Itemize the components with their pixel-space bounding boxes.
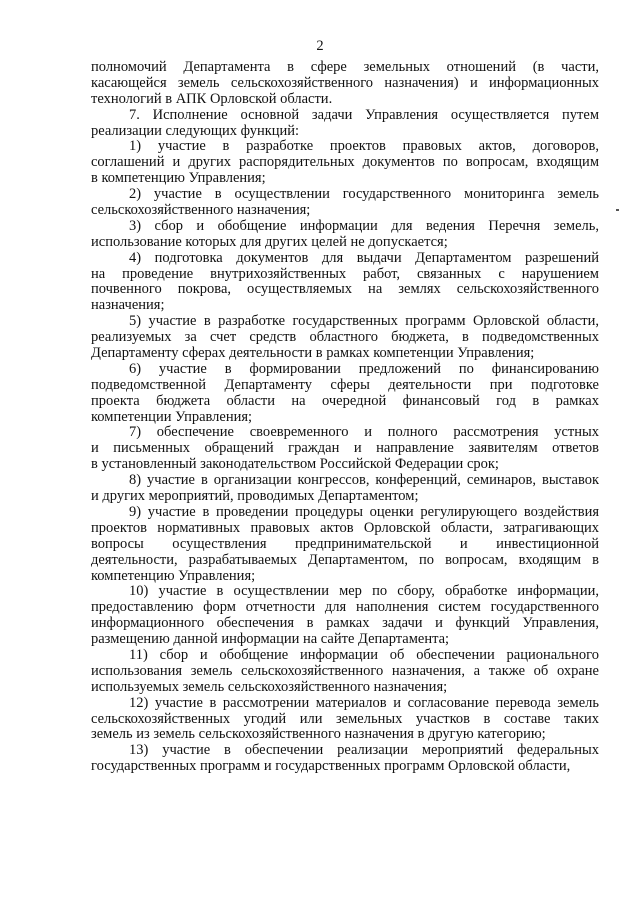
text-line: 5) участие в разработке государственных программ Орловской области, (129, 314, 599, 330)
text-line: размещению данной информации на сайте Департамента; (91, 632, 450, 648)
text-line: 9) участие в проведении процедуры оценки регулирующего воздействия (129, 504, 599, 520)
paragraph (91, 473, 599, 505)
text-line: 7. Исполнение основной задачи Управления осуществляется путем (129, 107, 599, 123)
text-line: сельскохозяйственного назначения; (91, 203, 311, 219)
text-line: назначения; (91, 298, 165, 314)
text-line: и письменных обращений граждан и направление заявителям ответов (91, 441, 599, 457)
page-number: 2 (316, 38, 324, 54)
paragraph (91, 743, 599, 775)
text-line: деятельности, разрабатываемых Департаментом, по вопросам, входящим в (91, 552, 599, 568)
text-line: 4) подготовка документов для выдачи Департаментом разрешений (129, 250, 599, 266)
text-line: соглашений и других распорядительных документов по вопросам, входящим (91, 155, 599, 171)
paragraph (91, 60, 599, 108)
text-line: Департаменту сферах деятельности в рамках компетенции Управления; (91, 346, 535, 362)
text-line: касающейся земель сельскохозяйственного назначения) и информационных (91, 75, 599, 91)
document-body (91, 60, 599, 775)
text-line: в установленный законодательством Российской Федерации срок; (91, 457, 499, 473)
text-line: компетенцию Управления; (91, 568, 256, 584)
paragraph (91, 505, 599, 584)
scan-mark (616, 209, 619, 211)
text-line: реализуемых за счет средств областного бюджета, в подведомственных (91, 330, 599, 346)
paragraph (91, 362, 599, 426)
text-line: 8) участие в организации конгрессов, конференций, семинаров, выставок (129, 473, 599, 489)
text-line: 12) участие в рассмотрении материалов и согласование перевода земель (129, 695, 599, 711)
text-line: компетенции Управления; (91, 409, 253, 425)
paragraph (91, 251, 599, 315)
paragraph (91, 696, 599, 744)
text-line: 1) участие в разработке проектов правовых актов, договоров, (129, 139, 599, 155)
paragraph (91, 584, 599, 648)
text-line: сельскохозяйственных угодий или земельных участков в составе таких (91, 711, 599, 727)
text-line: используемых земель сельскохозяйственного назначения; (91, 679, 448, 695)
text-line: и других мероприятий, проводимых Департаментом; (91, 489, 419, 505)
text-line: использование которых для других целей не допускается; (91, 234, 448, 250)
paragraph (91, 648, 599, 696)
text-line: технологий в АПК Орловской области. (91, 91, 333, 107)
paragraph (91, 314, 599, 362)
paragraph (91, 139, 599, 187)
text-line: вопросы осуществления предпринимательской и инвестиционной (91, 536, 599, 552)
paragraph (91, 187, 599, 219)
text-line: почвенного покрова, осуществляемых на землях сельскохозяйственного (91, 282, 599, 298)
text-line: полномочий Департамента в сфере земельных отношений (в части, (91, 60, 599, 75)
text-line: 13) участие в обеспечении реализации мероприятий федеральных (129, 743, 599, 759)
text-line: в компетенцию Управления; (91, 171, 266, 187)
text-line: использования земель сельскохозяйственного назначения, а также об охране (91, 663, 599, 679)
text-line: проектов нормативных правовых актов Орловской области, затрагивающих (91, 520, 599, 536)
text-line: предоставлению форм отчетности для наполнения систем государственного (91, 600, 599, 616)
text-line: 11) сбор и обобщение информации об обеспечении рационального (129, 647, 599, 663)
paragraph (91, 108, 599, 140)
text-line: на проведение внутрихозяйственных работ, связанных с нарушением (91, 266, 599, 282)
text-line: 6) участие в формировании предложений по финансированию (129, 361, 599, 377)
text-line: 10) участие в осуществлении мер по сбору, обработке информации, (129, 584, 599, 600)
paragraph (91, 425, 599, 473)
text-line: 2) участие в осуществлении государственного мониторинга земель (129, 187, 599, 203)
text-line: земель из земель сельскохозяйственного назначения в другую категорию; (91, 727, 546, 743)
text-line: подведомственной Департаменту сферы деятельности при подготовке (91, 377, 599, 393)
text-line: реализации следующих функций: (91, 123, 300, 139)
text-line: государственных программ и государственных программ Орловской области, (91, 759, 571, 775)
text-line: информационного обеспечения в рамках задачи и функций Управления, (91, 616, 599, 632)
paragraph (91, 219, 599, 251)
text-line: 3) сбор и обобщение информации для ведения Перечня земель, (129, 218, 599, 234)
text-line: проекта бюджета области на очередной финансовый год в рамках (91, 393, 599, 409)
text-line: 7) обеспечение своевременного и полного рассмотрения устных (129, 425, 599, 441)
